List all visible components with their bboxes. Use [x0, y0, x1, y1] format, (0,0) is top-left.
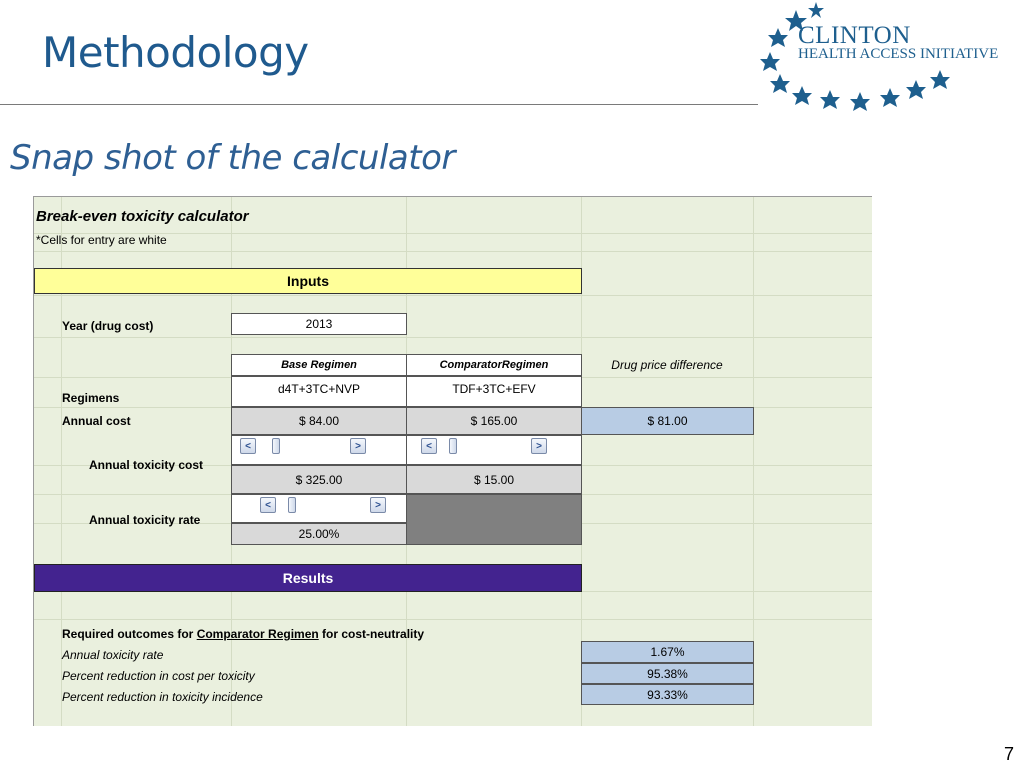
slider-thumb[interactable] — [288, 497, 296, 513]
slider-left-arrow-icon[interactable]: < — [260, 497, 276, 513]
tox-rate-base: 25.00% — [231, 523, 407, 545]
calculator-title: Break-even toxicity calculator — [36, 208, 249, 225]
annual-cost-label: Annual cost — [62, 414, 131, 428]
regimens-label: Regimens — [62, 391, 120, 405]
result-label-3: Percent reduction in toxicity incidence — [62, 690, 263, 704]
slide-subtitle: Snap shot of the calculator — [10, 138, 455, 178]
slider-thumb[interactable] — [449, 438, 457, 454]
result-label-2: Percent reduction in cost per toxicity — [62, 669, 255, 683]
tox-cost-comparator-slider[interactable] — [406, 435, 582, 465]
slider-right-arrow-icon[interactable]: > — [350, 438, 366, 454]
annual-cost-comparator: $ 165.00 — [406, 407, 582, 435]
tox-rate-base-slider[interactable] — [231, 494, 407, 523]
calculator-sheet — [33, 196, 872, 726]
results-header: Results — [34, 564, 582, 592]
col-base-regimen: Base Regimen — [231, 354, 407, 376]
slider-left-arrow-icon[interactable]: < — [421, 438, 437, 454]
tox-cost-base: $ 325.00 — [231, 465, 407, 494]
slider-right-arrow-icon[interactable]: > — [370, 497, 386, 513]
col-comparator-regimen: ComparatorRegimen — [406, 354, 582, 376]
tox-rate-comparator-disabled — [406, 494, 582, 545]
result-value-1: 1.67% — [581, 641, 754, 663]
annual-cost-base: $ 84.00 — [231, 407, 407, 435]
annual-cost-diff: $ 81.00 — [581, 407, 754, 435]
required-outcomes-label: Required outcomes for Comparator Regimen for cost-neutrality — [62, 627, 425, 641]
tox-cost-comparator: $ 15.00 — [406, 465, 582, 494]
result-value-3: 93.33% — [581, 684, 754, 705]
tox-cost-label: Annual toxicity cost — [89, 458, 204, 472]
base-regimen-input[interactable]: d4T+3TC+NVP — [231, 376, 407, 407]
inputs-header: Inputs — [34, 268, 582, 294]
logo-line1: CLINTON — [798, 22, 911, 49]
comparator-regimen-input[interactable]: TDF+3TC+EFV — [406, 376, 582, 407]
col-drug-price-diff: Drug price difference — [611, 358, 723, 372]
slide-title: Methodology — [42, 28, 309, 77]
result-value-2: 95.38% — [581, 663, 754, 684]
result-label-1: Annual toxicity rate — [62, 648, 164, 662]
tox-cost-base-slider[interactable] — [231, 435, 407, 465]
slider-thumb[interactable] — [272, 438, 280, 454]
title-divider — [0, 104, 758, 105]
page-number: 7 — [1003, 744, 1014, 764]
tox-rate-label: Annual toxicity rate — [89, 513, 201, 527]
year-input[interactable]: 2013 — [231, 313, 407, 335]
logo-line2: HEALTH ACCESS INITIATIVE — [798, 46, 999, 62]
entry-note: *Cells for entry are white — [36, 233, 167, 247]
slider-right-arrow-icon[interactable]: > — [531, 438, 547, 454]
slider-left-arrow-icon[interactable]: < — [240, 438, 256, 454]
year-label: Year (drug cost) — [62, 319, 154, 333]
